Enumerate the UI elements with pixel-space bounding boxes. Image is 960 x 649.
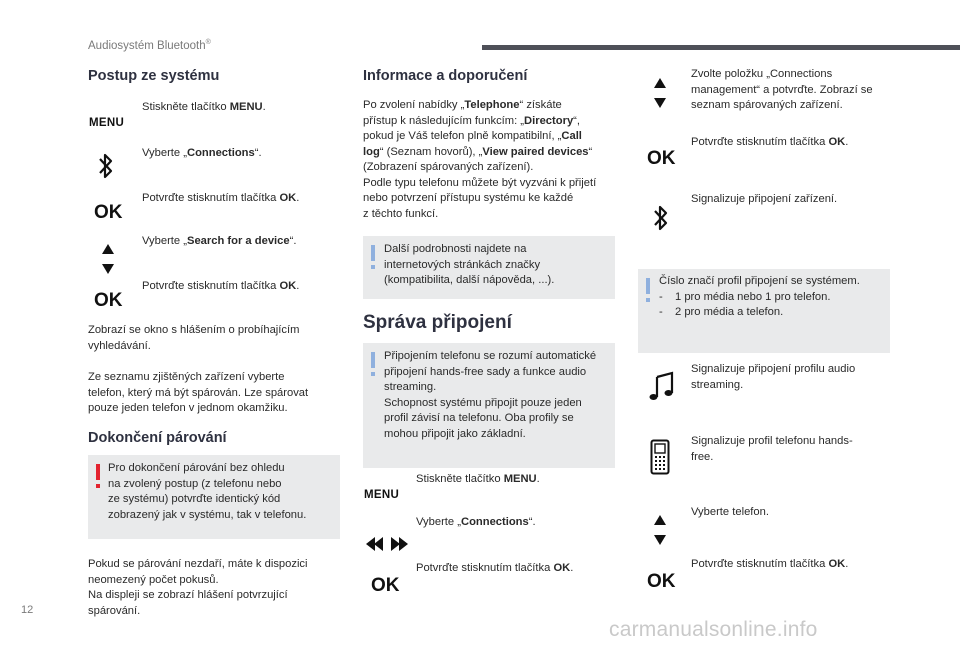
- section-heading-info-recommendations: Informace a doporučení: [363, 68, 528, 84]
- warning-exclamation-dot: [96, 484, 100, 488]
- info-icon: [646, 278, 650, 294]
- watermark-text: carmanualsonline.info: [609, 618, 818, 641]
- left-right-arrows-icon: [365, 535, 409, 558]
- ok-button-icon: OK: [647, 148, 676, 169]
- step-confirm-ok: Potvrďte stisknutím tlačítka OK.: [142, 192, 300, 204]
- up-down-arrows-icon: [101, 242, 115, 281]
- ok-button-icon: OK: [647, 571, 676, 592]
- warning-text: Pro dokončení párování bez ohledu na zvolený postup (z telefonu nebo ze systému) potvrďte identický kód zobrazený jak v systému, tak v telefonu.: [108, 462, 307, 521]
- info-text-website: Další podrobnosti najdete na internetových stránkách značky (kompatibilita, další nápověda, ...).: [384, 243, 555, 286]
- step-select-connections: Vyberte „Connections“.: [142, 147, 262, 159]
- warning-exclamation-icon: [96, 464, 100, 480]
- section-heading-system-procedure: Postup ze systému: [88, 68, 220, 84]
- paragraph-telephone-menu: Po zvolení nabídky „Telephone“ získáte přístup k následujícím funkcím: „Directory“, pokud je Váš telefon plně kompatibilní, „Call log“ (Seznam hovorů), „View paired devices“ (Zobrazení spárovaných zařízení). Podle typu telefonu můžete být vyzváni k přijetí nebo potvrzení přístupu systému ke každé z těchto funkcí.: [363, 99, 597, 220]
- step-press-menu: Stiskněte tlačítko MENU.: [416, 473, 540, 485]
- ok-button-icon: OK: [94, 202, 123, 223]
- info-box-profile: [638, 269, 890, 353]
- step-audio-streaming-profile: Signalizuje připojení profilu audio streaming.: [691, 363, 856, 391]
- paragraph-search-window: Zobrazí se okno s hlášením o probíhajícím vyhledávání.: [88, 324, 300, 352]
- document-header-title: Audiosystém Bluetooth®: [88, 39, 211, 52]
- section-heading-pairing-completion: Dokončení párování: [88, 430, 227, 446]
- info-icon-dot: [371, 372, 375, 376]
- page-number: 12: [21, 604, 34, 616]
- step-confirm-ok-final: Potvrďte stisknutím tlačítka OK.: [691, 558, 849, 570]
- step-select-connections: Vyberte „Connections“.: [416, 516, 536, 528]
- up-down-arrows-icon: [653, 513, 667, 552]
- info-text-profile: Číslo značí profil připojení se systémem. - 1 pro média nebo 1 pro telefon. - 2 pro média a telefon.: [659, 275, 860, 318]
- menu-button-icon: MENU: [89, 117, 125, 129]
- step-handsfree-profile: Signalizuje profil telefonu hands- free.: [691, 435, 853, 463]
- info-icon: [371, 352, 375, 368]
- warning-box: [88, 455, 340, 539]
- step-confirm-ok: Potvrďte stisknutím tlačítka OK.: [416, 562, 574, 574]
- bluetooth-icon: [97, 151, 115, 186]
- header-divider-bar: [482, 45, 960, 50]
- step-confirm-ok-2: Potvrďte stisknutím tlačítka OK.: [142, 280, 300, 292]
- step-search-device: Vyberte „Search for a device“.: [142, 235, 297, 247]
- info-icon-dot: [371, 265, 375, 269]
- menu-button-icon: MENU: [364, 489, 400, 501]
- section-heading-connection-management: Správa připojení: [363, 312, 512, 333]
- paragraph-select-phone: Ze seznamu zjištěných zařízení vyberte telefon, který má být spárován. Lze spárovat pouze jeden telefon v jednom okamžiku.: [88, 371, 309, 414]
- paragraph-pairing-failure: Pokud se párování nezdaří, máte k dispozici neomezený počet pokusů. Na displeji se zobrazí hlášení potvrzující spárování.: [88, 558, 308, 617]
- step-select-phone: Vyberte telefon.: [691, 506, 769, 518]
- ok-button-icon: OK: [371, 575, 400, 596]
- step-connections-management: Zvolte položku „Connections management“ a potvrďte. Zobrazí se seznam spárovaných zařízení.: [691, 68, 873, 111]
- info-icon-dot: [646, 298, 650, 302]
- ok-button-icon: OK: [94, 290, 123, 311]
- step-device-connected: Signalizuje připojení zařízení.: [691, 193, 838, 205]
- step-press-menu: Stiskněte tlačítko MENU.: [142, 101, 266, 113]
- info-text-connection: Připojením telefonu se rozumí automatické připojení hands-free sady a funkce audio streaming. Schopnost systému připojit pouze jeden profil závisí na telefonu. Oba profily se mohou připojit jako základní.: [384, 350, 597, 440]
- info-box-website: [363, 236, 615, 299]
- bluetooth-icon: [652, 203, 670, 238]
- phone-handsfree-icon: [650, 439, 670, 480]
- music-note-icon: [648, 371, 676, 406]
- info-box-connection: [363, 343, 615, 468]
- info-icon: [371, 245, 375, 261]
- step-confirm-ok: Potvrďte stisknutím tlačítka OK.: [691, 136, 849, 148]
- up-down-arrows-icon: [653, 76, 667, 115]
